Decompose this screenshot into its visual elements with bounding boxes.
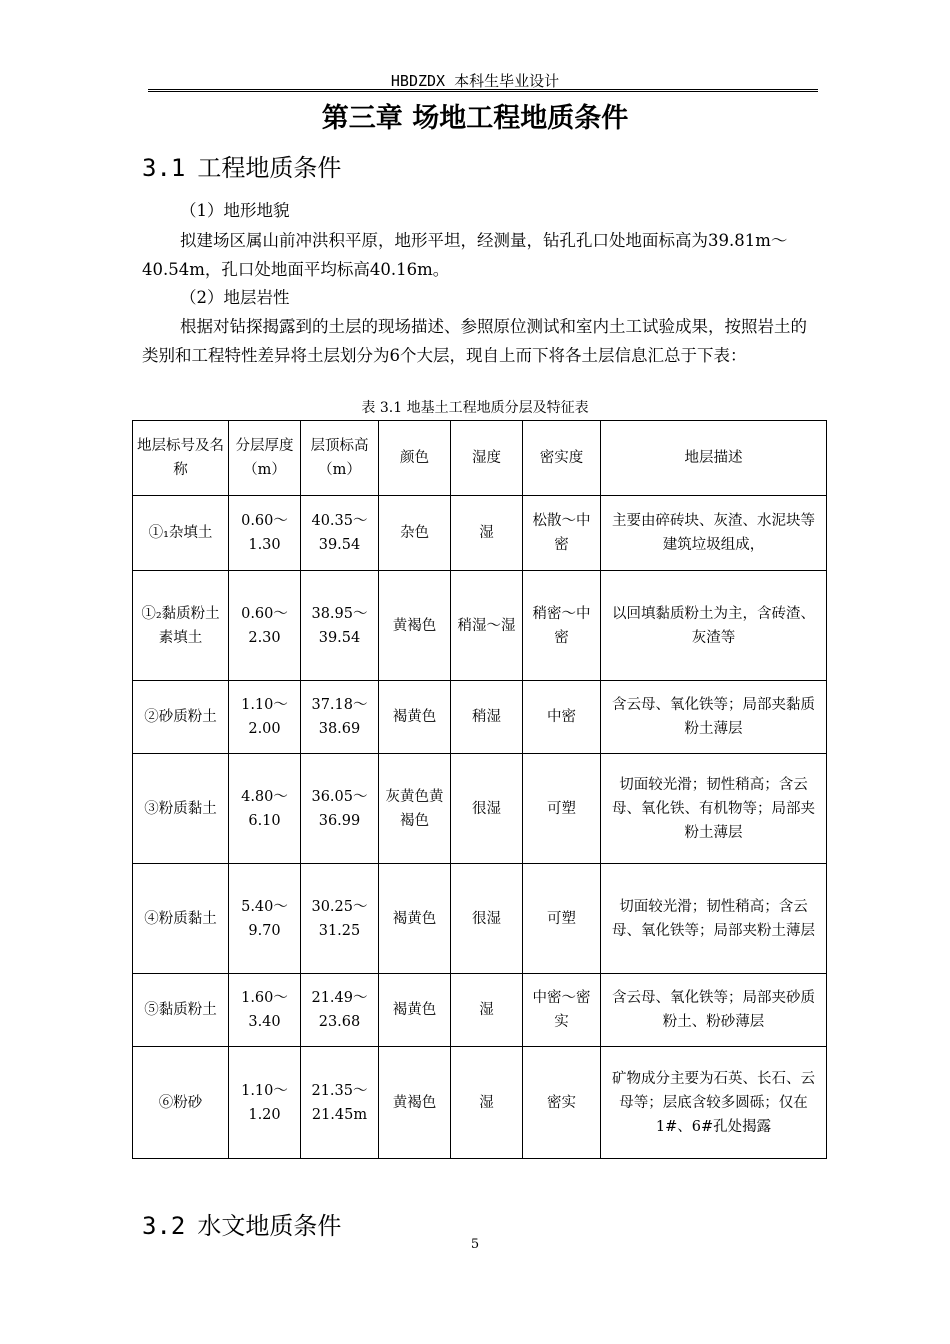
header-cell: 地层标号及名称 (133, 421, 229, 496)
table-cell: 中密～密实 (523, 974, 601, 1047)
table-row (133, 681, 827, 754)
table-cell: ②砂质粉土 (133, 681, 229, 754)
table-cell: 湿 (451, 974, 523, 1047)
table-cell: 1.10～2.00 (229, 681, 301, 754)
table-cell: 以回填黏质粉土为主，含砖渣、灰渣等 (601, 571, 827, 681)
table-cell: 37.18～38.69 (301, 681, 379, 754)
table-cell: 切面较光滑；韧性稍高；含云母、氧化铁等；局部夹粉土薄层 (601, 864, 827, 974)
stratum-table (132, 420, 827, 1159)
table-cell: 褐黄色 (379, 974, 451, 1047)
table-cell: 5.40～9.70 (229, 864, 301, 974)
table-row (133, 864, 827, 974)
header-cell: 密实度 (523, 421, 601, 496)
table-cell: ⑤黏质粉土 (133, 974, 229, 1047)
table-row (133, 754, 827, 864)
table-row (133, 974, 827, 1047)
table-caption: 表 3.1 地基土工程地质分层及特征表 (361, 400, 589, 416)
table-cell: 湿 (451, 1047, 523, 1159)
page-header: HBDZDX 本科生毕业设计 (390, 72, 560, 90)
table-row (133, 1047, 827, 1159)
table-cell: 1.60～3.40 (229, 974, 301, 1047)
section-heading-1 (142, 148, 341, 183)
table-cell: 中密 (523, 681, 601, 754)
table-cell: 21.49～23.68 (301, 974, 379, 1047)
section-number: 3.2 (142, 1212, 186, 1240)
table-cell: 40.35～39.54 (301, 496, 379, 571)
table-cell: 0.60～2.30 (229, 571, 301, 681)
table-cell: 含云母、氧化铁等；局部夹黏质粉土薄层 (601, 681, 827, 754)
paragraph-heading-1: （1）地形地貌 (180, 201, 290, 220)
chapter-title: 第三章 场地工程地质条件 (321, 103, 629, 134)
header-cell: 湿度 (451, 421, 523, 496)
table-cell: 很湿 (451, 754, 523, 864)
table-cell: 21.35～21.45m (301, 1047, 379, 1159)
table-header-row (133, 421, 827, 496)
table-cell: 松散～中密 (523, 496, 601, 571)
table-cell: 褐黄色 (379, 864, 451, 974)
table-cell: 36.05～36.99 (301, 754, 379, 864)
header-cell: 分层厚度（m） (229, 421, 301, 496)
table-row (133, 571, 827, 681)
table-cell: ⑥粉砂 (133, 1047, 229, 1159)
table-cell: ③粉质黏土 (133, 754, 229, 864)
table-cell: 稍密～中密 (523, 571, 601, 681)
header-cell: 地层描述 (601, 421, 827, 496)
table-cell: 褐黄色 (379, 681, 451, 754)
table-cell: 30.25～31.25 (301, 864, 379, 974)
paragraph-body-2: 根据对钻探揭露到的土层的现场描述、参照原位测试和室内土工试验成果，按照岩土的类别和工程特性差异将土层划分为6个大层，现自上而下将各土层信息汇总于下表： (142, 317, 807, 365)
table-cell: 主要由碎砖块、灰渣、水泥块等建筑垃圾组成， (601, 496, 827, 571)
table-cell: 38.95～39.54 (301, 571, 379, 681)
table-cell: 可塑 (523, 754, 601, 864)
paragraph-body-1: 拟建场区属山前冲洪积平原，地形平坦，经测量，钻孔孔口处地面标高为39.81m～40.54m，孔口处地面平均标高40.16m。 (142, 231, 788, 279)
page-number: 5 (470, 1237, 480, 1252)
section-heading-2 (142, 1206, 341, 1241)
table-cell: 黄褐色 (379, 571, 451, 681)
table-cell: 0.60～1.30 (229, 496, 301, 571)
table-cell: 含云母、氧化铁等；局部夹砂质粉土、粉砂薄层 (601, 974, 827, 1047)
section-number: 3.1 (142, 154, 186, 182)
table-cell: 切面较光滑；韧性稍高；含云母、氧化铁、有机物等；局部夹粉土薄层 (601, 754, 827, 864)
section-title: 水文地质条件 (197, 1212, 342, 1240)
table-cell: 稍湿～湿 (451, 571, 523, 681)
table-cell: 4.80～6.10 (229, 754, 301, 864)
section-title: 工程地质条件 (197, 154, 342, 182)
table-cell: 灰黄色黄褐色 (379, 754, 451, 864)
header-rule (148, 89, 818, 92)
table-cell: 很湿 (451, 864, 523, 974)
table-cell: ①₂黏质粉土素填土 (133, 571, 229, 681)
table-cell: 杂色 (379, 496, 451, 571)
table-cell: 矿物成分主要为石英、长石、云母等；层底含较多圆砾；仅在1#、6#孔处揭露 (601, 1047, 827, 1159)
table-cell: 黄褐色 (379, 1047, 451, 1159)
table-cell: 可塑 (523, 864, 601, 974)
header-cell: 层顶标高（m） (301, 421, 379, 496)
table-cell: 密实 (523, 1047, 601, 1159)
paragraph-heading-2: （2）地层岩性 (180, 288, 290, 307)
table-cell: 稍湿 (451, 681, 523, 754)
table-cell: ①₁杂填土 (133, 496, 229, 571)
header-cell: 颜色 (379, 421, 451, 496)
table-cell: 湿 (451, 496, 523, 571)
table-cell: ④粉质黏土 (133, 864, 229, 974)
table-cell: 1.10～1.20 (229, 1047, 301, 1159)
table-row (133, 496, 827, 571)
